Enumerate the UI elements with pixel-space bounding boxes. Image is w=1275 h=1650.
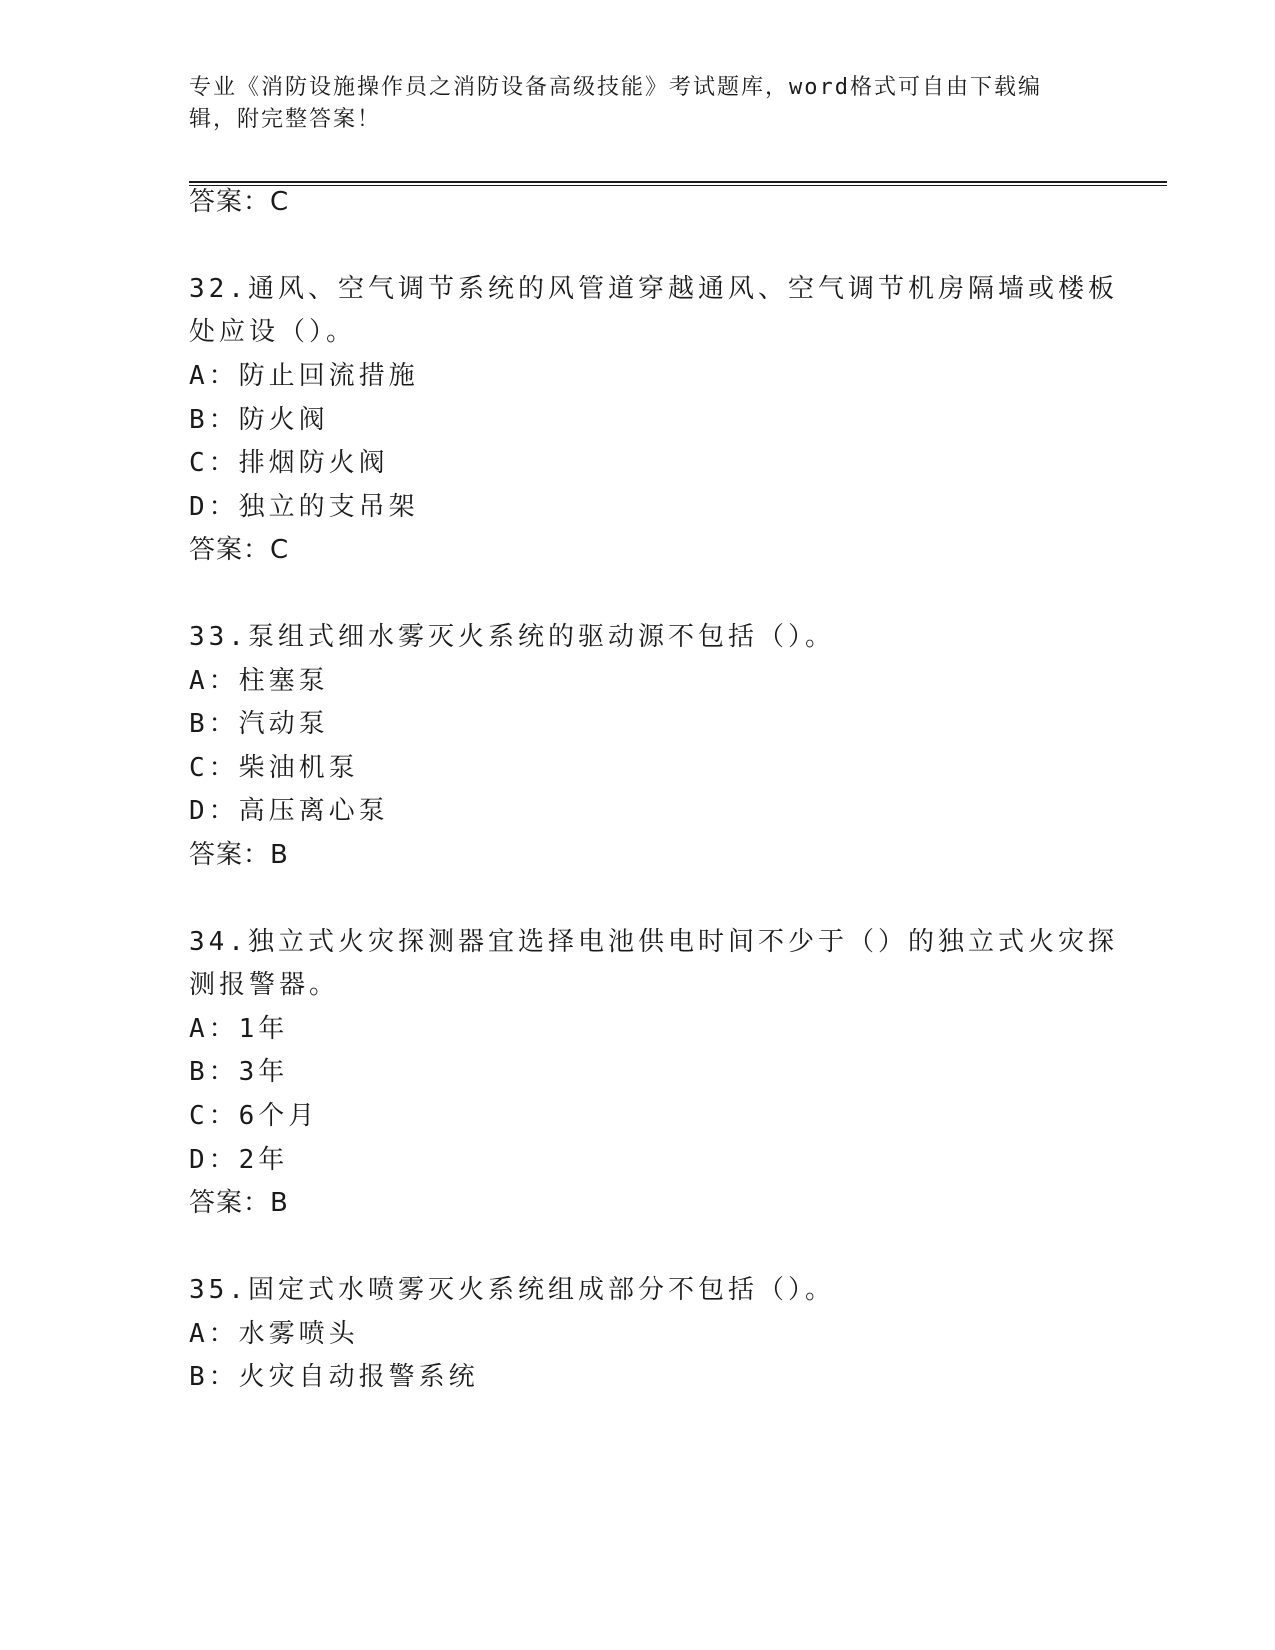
header-line-2: 辑，附完整答案！ xyxy=(189,107,382,132)
question-32-option-a: A：防止回流措施 xyxy=(189,361,419,391)
question-34-option-d: D：2年 xyxy=(189,1145,289,1175)
question-35-option-a: A：水雾喷头 xyxy=(189,1319,359,1349)
previous-answer: 答案：C xyxy=(189,187,290,217)
question-33-option-c: C：柴油机泵 xyxy=(189,753,359,783)
question-32-option-b: B：防火阀 xyxy=(189,405,329,435)
question-34-stem-line-1: 34.独立式火灾探测器宜选择电池供电时间不少于（）的独立式火灾探 xyxy=(189,927,1118,957)
question-32-option-d: D：独立的支吊架 xyxy=(189,492,419,522)
question-33-option-d: D：高压离心泵 xyxy=(189,796,389,826)
question-35-option-b: B：火灾自动报警系统 xyxy=(189,1362,479,1392)
question-34-option-a: A：1年 xyxy=(189,1014,289,1044)
question-34-option-b: B：3年 xyxy=(189,1057,289,1087)
header-divider-thin xyxy=(189,185,1167,186)
question-34-option-c: C：6个月 xyxy=(189,1101,319,1131)
header-divider-thick xyxy=(189,181,1167,183)
question-33-option-b: B：汽动泵 xyxy=(189,709,329,739)
question-33-answer: 答案：B xyxy=(189,840,289,870)
question-32-option-c: C：排烟防火阀 xyxy=(189,448,389,478)
question-33-stem-line-1: 33.泵组式细水雾灭火系统的驱动源不包括（）。 xyxy=(189,622,835,652)
question-32-stem-line-2: 处应设（）。 xyxy=(189,317,357,347)
question-32-answer: 答案：C xyxy=(189,535,290,565)
question-34-answer: 答案：B xyxy=(189,1188,289,1218)
header-line-1: 专业《消防设施操作员之消防设备高级技能》考试题库，word格式可自由下载编 xyxy=(189,75,1042,100)
document-header xyxy=(189,72,1089,136)
question-32-stem-line-1: 32.通风、空气调节系统的风管道穿越通风、空气调节机房隔墙或楼板 xyxy=(189,274,1118,304)
question-33-option-a: A：柱塞泵 xyxy=(189,666,329,696)
question-34-stem-line-2: 测报警器。 xyxy=(189,970,340,1000)
question-35-stem-line-1: 35.固定式水喷雾灭火系统组成部分不包括（）。 xyxy=(189,1275,835,1305)
